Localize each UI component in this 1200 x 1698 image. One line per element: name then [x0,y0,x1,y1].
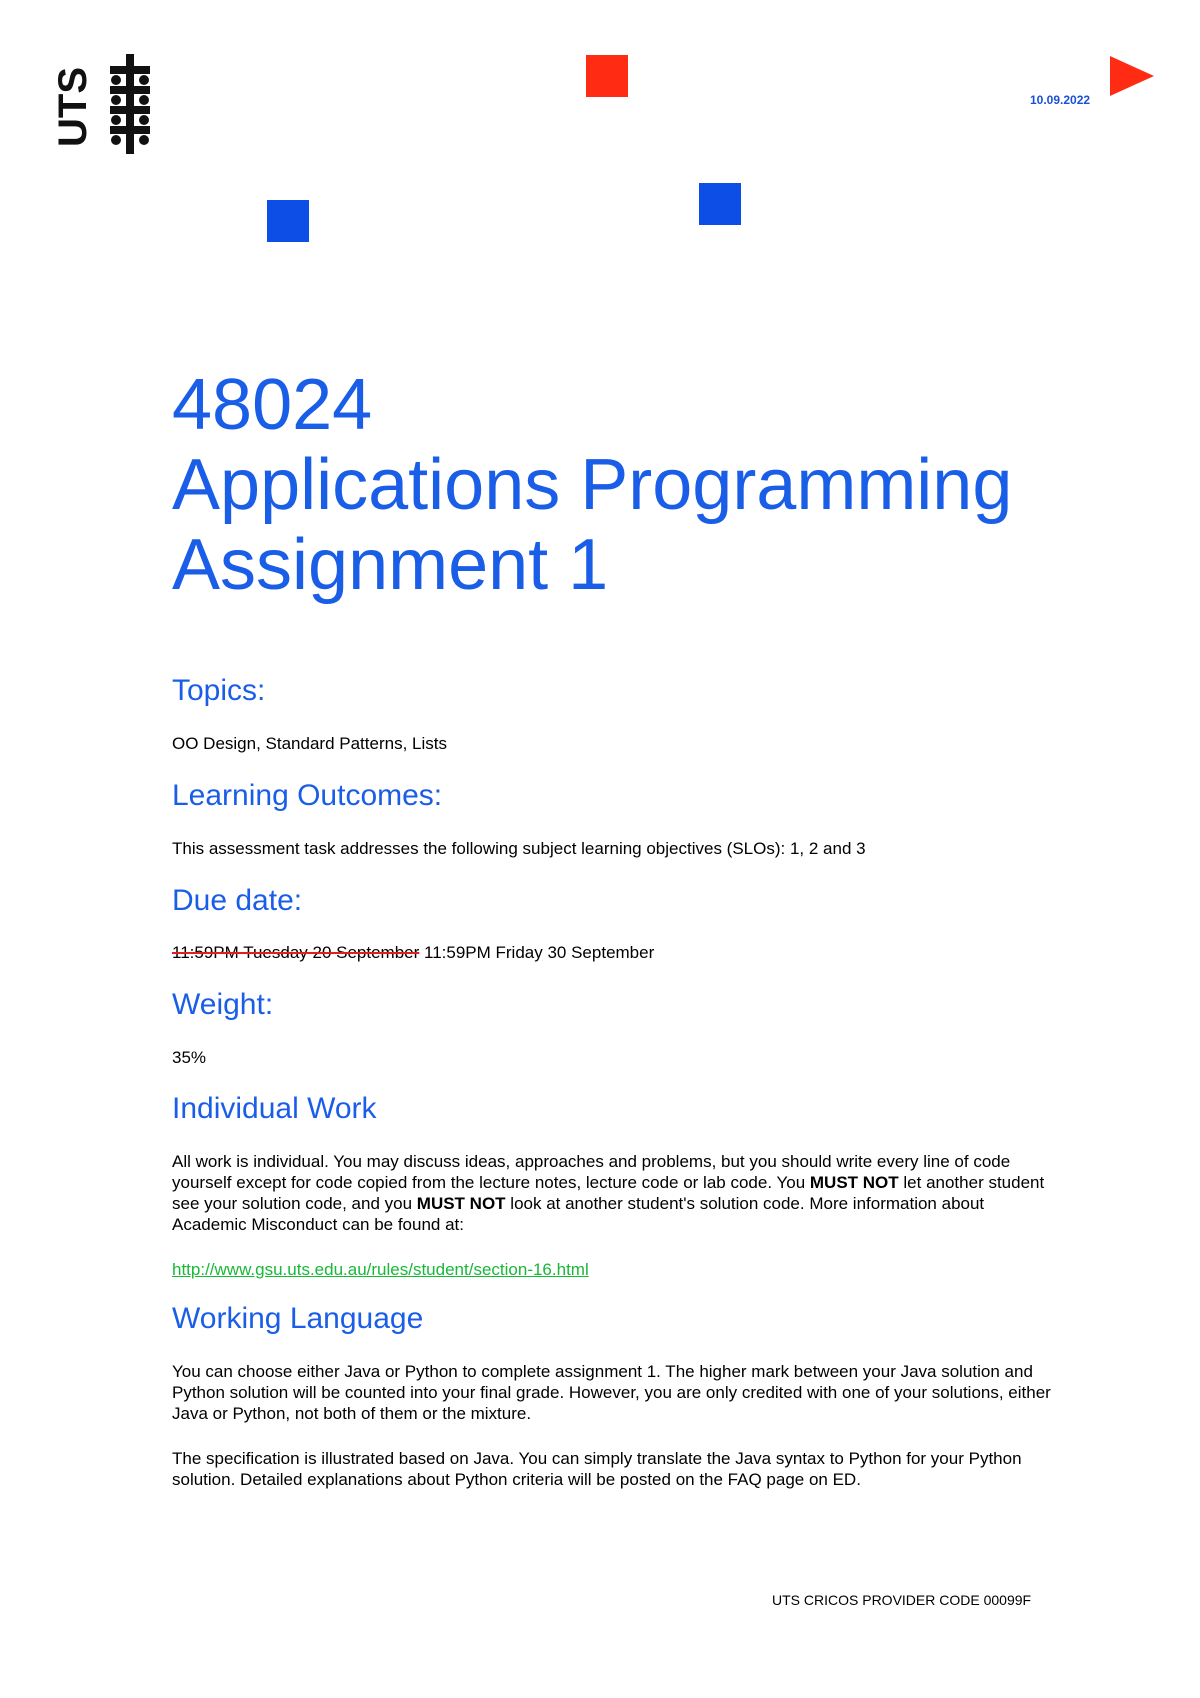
uts-logo [51,52,166,162]
learning-outcomes-text: This assessment task addresses the following subject learning objectives (SLOs): 1, 2 and 3 [172,839,866,858]
document-date: 10.09.2022 [1030,93,1091,107]
topics-heading: Topics: [172,674,266,707]
weight-heading: Weight: [172,988,274,1021]
svg-text:UTS: UTS [51,67,95,147]
new-due-date: 11:59PM Friday 30 September [419,943,655,962]
working-language-paragraph-2: The specification is illustrated based on Java. You can simply translate the Java syntax to Python for your Python solution. Detailed explanations about Python criteria will be posted on the FAQ page on ED. [172,1449,1022,1489]
blue-square-decoration [267,200,309,242]
cricos-footer: UTS CRICOS PROVIDER CODE 00099F [772,1592,1032,1608]
document-title [172,365,1012,605]
red-square-decoration [586,55,628,97]
due-date-text [172,942,1052,963]
old-due-date: 11:59PM Tuesday 20 September [172,943,420,962]
due-date-heading: Due date: [172,884,303,917]
topics-text: OO Design, Standard Patterns, Lists [172,734,447,753]
must-not-emphasis: MUST NOT [416,1194,506,1213]
blue-square-decoration [699,183,741,225]
weight-text: 35% [172,1048,207,1067]
individual-work-text: All work is individual. You may discuss ideas, approaches and problems, but you should write every line of code yourself except for code copied from the lecture notes, lecture code or lab code. You MUST NOT let another student see your solution code, and you MUST NOT look at another student's solution code. More information about Academic Misconduct can be found at: [172,1152,1045,1234]
misconduct-link-line [172,1259,1052,1280]
assignment-name: Assignment 1 [172,525,609,605]
individual-work-heading: Individual Work [172,1092,377,1125]
red-arrow-icon [1110,56,1154,96]
subject-name: Applications Programming [172,445,1013,525]
working-language-heading: Working Language [172,1302,424,1335]
working-language-paragraph-1: You can choose either Java or Python to complete assignment 1. The higher mark between your Java solution and Python solution will be counted into your final grade. However, you are only credited with one of your solutions, either Java or Python, not both of them or the mixture. [172,1362,1051,1423]
learning-outcomes-heading: Learning Outcomes: [172,779,443,812]
academic-misconduct-link[interactable]: http://www.gsu.uts.edu.au/rules/student/section-16.html [172,1260,589,1279]
must-not-emphasis: MUST NOT [809,1173,899,1192]
subject-code: 48024 [172,365,373,445]
